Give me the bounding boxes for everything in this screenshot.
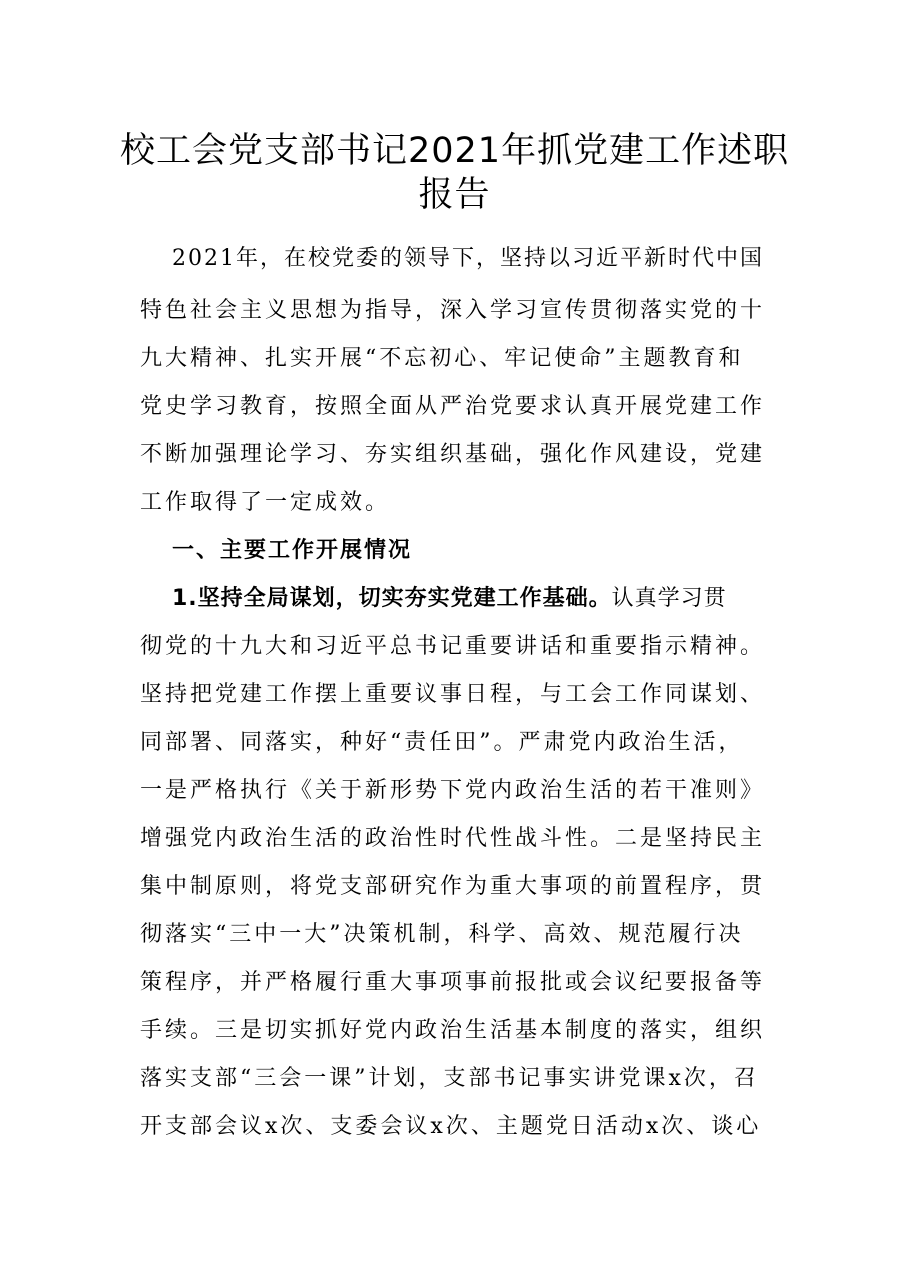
document-title-line-1: 校工会党支部书记2021年抓党建工作述职 (120, 131, 790, 171)
item1-bold-lead: 1.坚持全局谋划，切实夯实党建工作基础。 (172, 586, 612, 611)
intro-line-3: 九大精神、扎实开展“不忘初心、牢记使命”主题教育和 (140, 346, 744, 371)
item1-line-6: 增强党内政治生活的政治性时代性战斗性。二是坚持民主 (140, 826, 766, 851)
item1-first-line (172, 584, 772, 614)
item1-line-3: 坚持把党建工作摆上重要议事日程，与工会工作同谋划、 (140, 682, 766, 707)
intro-line-1: 2021年，在校党委的领导下，坚持以习近平新时代中国 (172, 246, 764, 271)
item1-line-8: 彻落实“三中一大”决策机制，科学、高效、规范履行决 (140, 922, 744, 947)
intro-line-5: 不断加强理论学习、夯实组织基础，强化作风建设，党建 (140, 442, 766, 467)
intro-line-4: 党史学习教育，按照全面从严治党要求认真开展党建工作 (140, 394, 766, 419)
intro-line-2: 特色社会主义思想为指导，深入学习宣传贯彻落实党的十 (140, 298, 766, 323)
item1-line-9: 策程序，并严格履行重大事项事前报批或会议纪要报备等 (140, 970, 766, 995)
section-heading: 一、主要工作开展情况 (172, 538, 413, 563)
item1-line-2: 彻党的十九大和习近平总书记重要讲话和重要指示精神。 (140, 634, 766, 659)
item1-line-12: 开支部会议x次、支委会议x次、主题党日活动x次、谈心 (140, 1114, 762, 1139)
item1-first-line-rest: 认真学习贯 (611, 586, 727, 611)
item1-line-11: 落实支部“三会一课”计划，支部书记事实讲党课x次，召 (140, 1066, 759, 1091)
item1-line-10: 手续。三是切实抓好党内政治生活基本制度的落实，组织 (140, 1018, 766, 1043)
item1-line-4: 同部署、同落实，种好“责任田”。严肃党内政治生活， (140, 730, 744, 755)
intro-line-6: 工作取得了一定成效。 (140, 490, 391, 515)
item1-line-5: 一是严格执行《关于新形势下党内政治生活的若干准则》 (140, 778, 766, 803)
document-title-line-2: 报告 (418, 175, 491, 215)
item1-line-7: 集中制原则，将党支部研究作为重大事项的前置程序，贯 (140, 874, 766, 899)
